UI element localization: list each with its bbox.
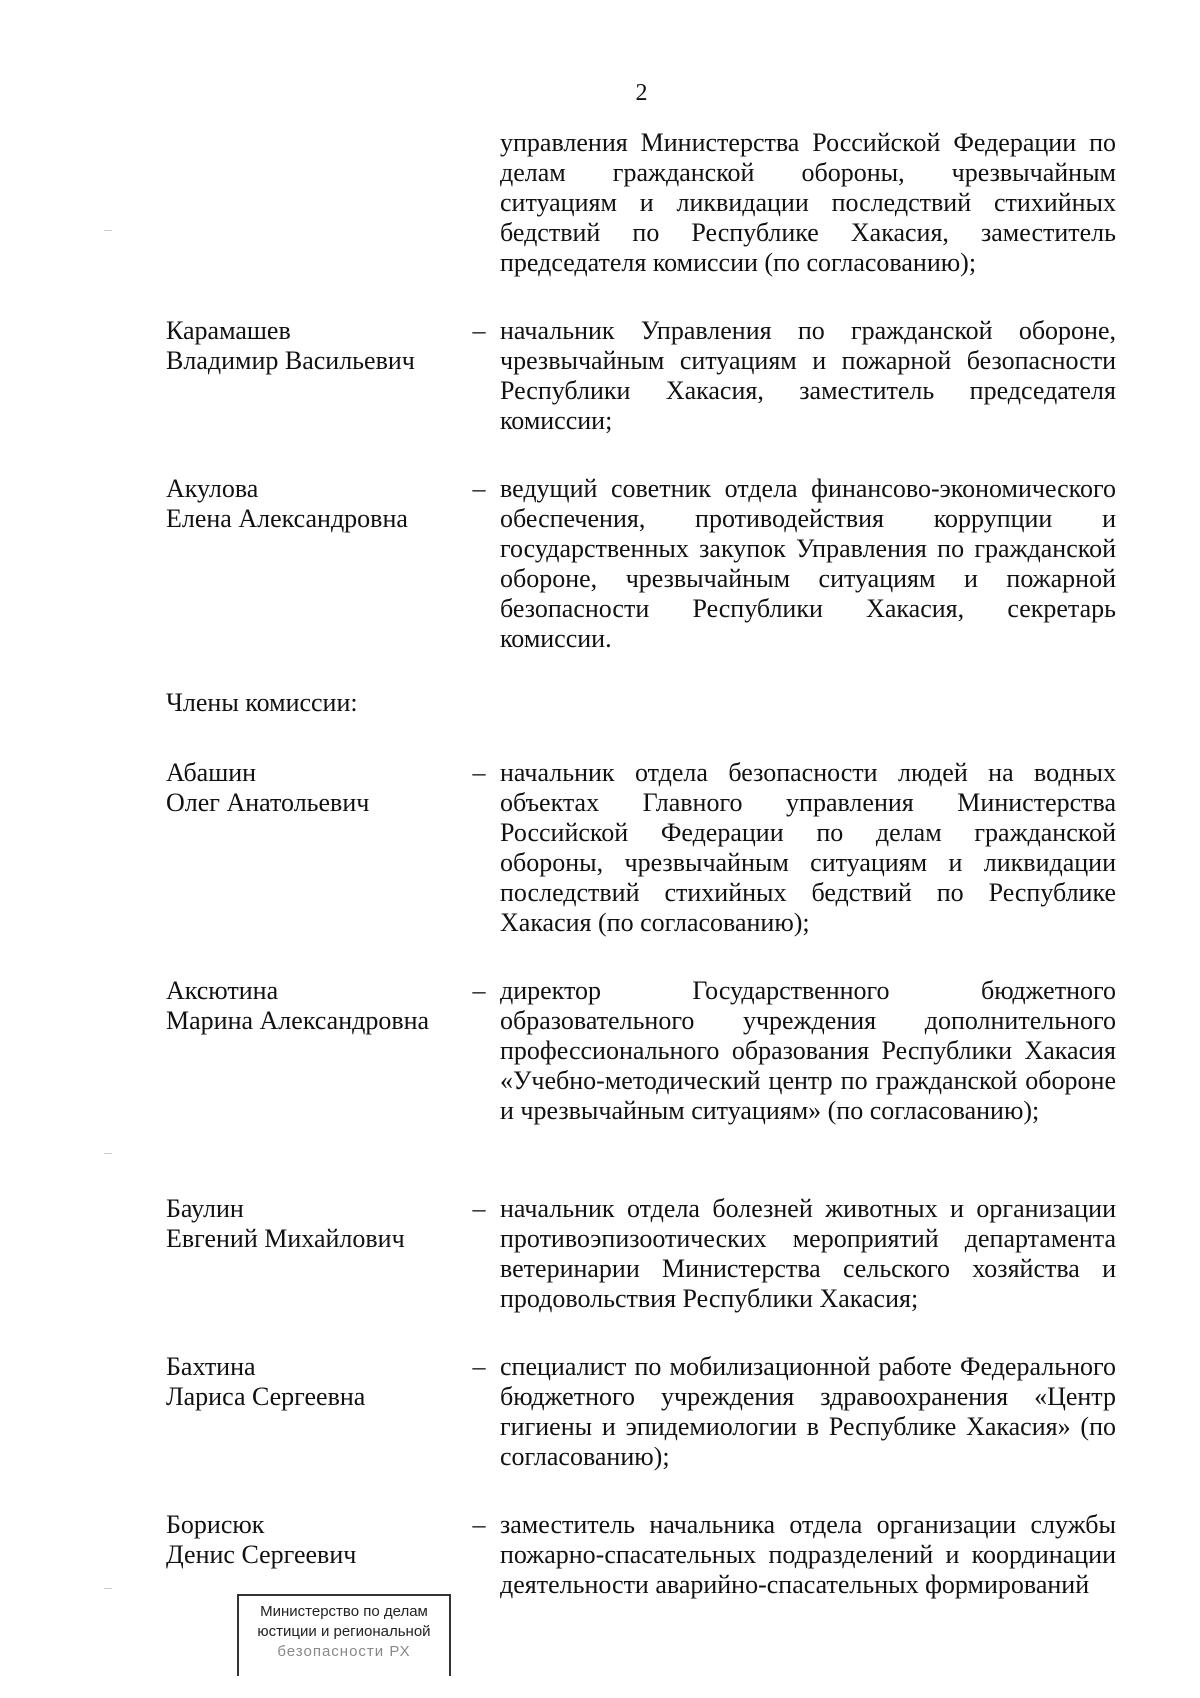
person-given-names: Владимир Васильевич <box>166 346 415 375</box>
person-name <box>166 976 456 1036</box>
person-position: директор Государственного бюджетного образовательного учреждения дополнительного профессионального образования Республики Хакасия «Учебно-методический центр по гражданской обороне и чрезвычайным ситуациям» (по согласованию); <box>500 976 1116 1125</box>
page-number: 2 <box>635 80 648 106</box>
scan-margin-mark <box>104 1153 112 1154</box>
person-given-names: Лариса Сергеевна <box>166 1382 366 1411</box>
person-name <box>166 1352 456 1412</box>
separator-dash: – <box>472 474 486 503</box>
person-position: начальник отдела болезней животных и организации противоэпизоотических мероприятий департамента ветеринарии Министерства сельского хозяйства и продовольствия Республики Хакасия; <box>500 1194 1116 1313</box>
person-given-names: Елена Александровна <box>166 504 408 533</box>
intro-paragraph: управления Министерства Российской Федерации по делам гражданской обороны, чрезвычайным ситуациям и ликвидации последствий стихийных бедствий по Республике Хакасия, заместитель председателя комиссии (по согласованию); <box>500 128 1116 277</box>
registration-stamp <box>237 1594 451 1676</box>
person-name <box>166 1194 456 1254</box>
person-given-names: Денис Сергеевич <box>166 1540 357 1569</box>
separator-dash: – <box>472 1194 486 1223</box>
person-surname: Акулова <box>166 474 259 503</box>
person-name <box>166 1510 456 1570</box>
person-surname: Карамашев <box>166 316 291 345</box>
person-surname: Борисюк <box>166 1510 265 1539</box>
person-name <box>166 316 456 376</box>
person-position: ведущий советник отдела финансово-экономического обеспечения, противодействия коррупции и государственных закупок Управления по гражданской обороне, чрезвычайным ситуациям и пожарной безопасности Республики Хакасия, секретарь комиссии. <box>500 474 1116 653</box>
person-given-names: Евгений Михайлович <box>166 1224 405 1253</box>
person-position: специалист по мобилизационной работе Федерального бюджетного учреждения здравоохранения «Центр гигиены и эпидемиологии в Республике Хакасия» (по согласованию); <box>500 1352 1116 1471</box>
person-surname: Абашин <box>166 758 257 787</box>
person-surname: Баулин <box>166 1194 244 1223</box>
person-position: заместитель начальника отдела организации службы пожарно-спасательных подразделений и координации деятельности аварийно-спасательных формирований <box>500 1510 1116 1599</box>
scan-margin-mark <box>104 230 112 231</box>
person-surname: Бахтина <box>166 1352 256 1381</box>
separator-dash: – <box>472 316 486 345</box>
stamp-line-1: Министерство по делам <box>260 1603 428 1620</box>
scan-margin-mark <box>104 1588 112 1589</box>
stamp-line-2: юстиции и региональной <box>257 1623 431 1640</box>
separator-dash: – <box>472 758 486 787</box>
separator-dash: – <box>472 976 486 1005</box>
person-position: начальник Управления по гражданской обороне, чрезвычайным ситуациям и пожарной безопасности Республики Хакасия, заместитель председателя комиссии; <box>500 316 1116 435</box>
person-given-names: Олег Анатольевич <box>166 788 370 817</box>
separator-dash: – <box>472 1510 486 1539</box>
stamp-line-3: безопасности РХ <box>277 1643 411 1660</box>
person-surname: Аксютина <box>166 976 279 1005</box>
members-heading: Члены комиссии: <box>166 688 358 717</box>
person-name <box>166 758 456 818</box>
separator-dash: – <box>472 1352 486 1381</box>
person-position: начальник отдела безопасности людей на водных объектах Главного управления Министерства Российской Федерации по делам гражданской обороны, чрезвычайным ситуациям и ликвидации последствий стихийных бедствий по Республике Хакасия (по согласованию); <box>500 758 1116 937</box>
person-name <box>166 474 456 534</box>
person-given-names: Марина Александровна <box>166 1006 430 1035</box>
